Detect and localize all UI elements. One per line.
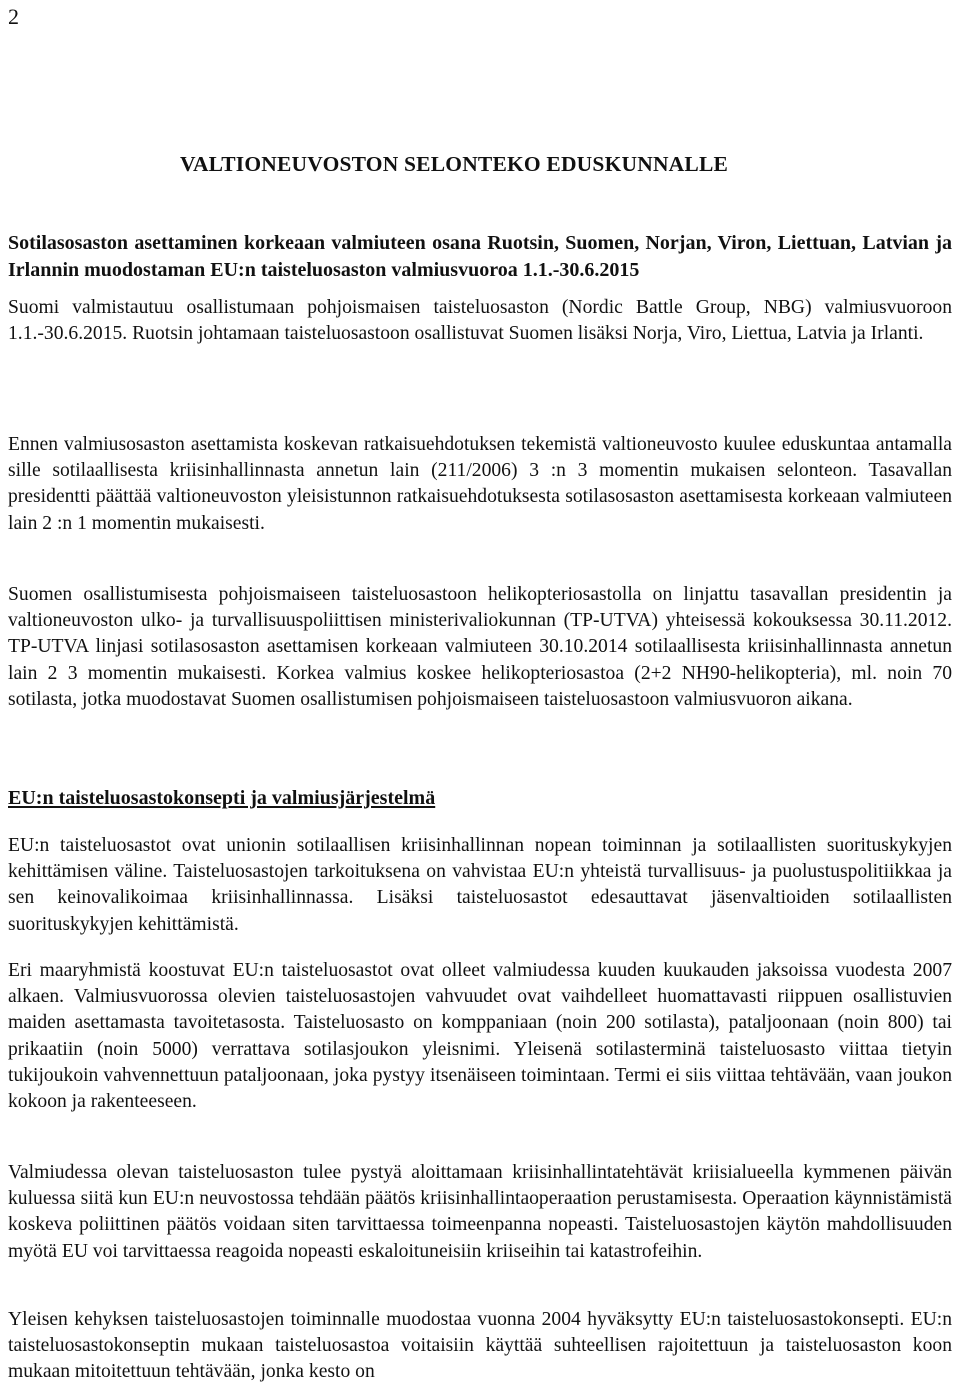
paragraph-hearing: Ennen valmiusosaston asettamista koskevan ratkaisuehdotuksen tekemistä valtioneuvosto kuulee eduskuntaa antamalla sille sotilaallisesta kriisinhallinnasta annetun lain (211/2006) 3 :n 3 momentin mukaisen selonteon. Tasavallan presidentti päättää valtioneuvoston yleisistunnon ratkaisuehdotuksesta sotilasosaston asettamisesta korkeaan valmiuteen lain 2 :n 1 momentin mukaisesti.: [8, 434, 952, 534]
paragraph-battlegroup-concept: Yleisen kehyksen taisteluosastojen toiminnalle muodostaa vuonna 2004 hyväksytty EU:n taisteluosastokonsepti. EU:n taisteluosastokonseptin mukaan taisteluosastoa voitaisiin käyttää suhteellisen rajoitettuun ja taisteluosaston koon mukaan mitoitettuun tehtävään, jonka kesto on: [8, 1309, 952, 1383]
section-heading: EU:n taisteluosastokonsepti ja valmiusjärjestelmä: [8, 787, 436, 809]
page-number: 2: [8, 4, 19, 29]
paragraph-battlegroup-history: Eri maaryhmistä koostuvat EU:n taisteluosastot ovat olleet valmiudessa kuuden kuukauden jaksoissa vuodesta 2007 alkaen. Valmiusvuorossa olevien taisteluosastojen vahvuudet ovat vaihdelleet huomattavasti riippuen osallistuvien maiden asettamasta tavoitetasosta. Taisteluosasto on komppaniaan (noin 200 sotilasta), pataljoonaan (noin 800) tai prikaatiin (noin 5000) verrattava sotilasjoukon yleisnimi. Yleisenä sotilasterminä taisteluosasto viittaa tietyin tukijoukoin vahvennettuun pataljoonaan, joka pystyy itsenäiseen toimintaan. Termi ei siis viittaa tehtävään, vaan joukon kokoon ja rakenteeseen.: [8, 960, 952, 1113]
paragraph-battlegroup-readiness: Valmiudessa olevan taisteluosaston tulee pystyä aloittamaan kriisinhallintatehtävät kriisialueella kymmenen päivän kuluessa siitä kun EU:n neuvostossa tehdään päätös kriisinhallintaoperaation perustamisesta. Operaation käynnistämistä koskeva poliittinen päätös voidaan siten tarvittaessa toimeenpanna nopeasti. Taisteluosastojen käytön mahdollisuuden myötä EU voi tarvittaessa reagoida nopeasti eskaloituneisiin kriiseihin tai katastrofeihin.: [8, 1162, 952, 1262]
document-title: VALTIONEUVOSTON SELONTEKO EDUSKUNNALLE: [180, 152, 729, 176]
paragraph-intro: Suomi valmistautuu osallistumaan pohjoismaisen taisteluosaston (Nordic Battle Group, NBG) valmiusvuoroon 1.1.-30.6.2015. Ruotsin johtamaan taisteluosastoon osallistuvat Suomen lisäksi Norja, Viro, Liettua, Latvia ja Irlanti.: [8, 297, 952, 345]
paragraph-participation: Suomen osallistumisesta pohjoismaiseen taisteluosastoon helikopteriosastolla on linjattu tasavallan presidentin ja valtioneuvoston ulko- ja turvallisuuspoliittisen ministerivaliokunnan (TP-UTVA) yhteisessä kokouksessa 30.11.2012. TP-UTVA linjasi sotilasosaston asettamisen korkeaan valmiuteen 30.10.2014 sotilaallisesta kriisinhallinnasta annetun lain 2 3 momentin mukaisesti. Korkea valmius koskee helikopteriosastoa (2+2 NH90-helikopteria), ml. noin 70 sotilasta, jotka muodostavat Suomen osallistumisen pohjoismaiseen taisteluosastoon valmiusvuoron aikana.: [8, 584, 952, 710]
paragraph-battlegroup-purpose: EU:n taisteluosastot ovat unionin sotilaallisen kriisinhallinnan nopean toiminnan ja sotilaallisten suorituskykyjen kehittämisen väline. Taisteluosastojen tarkoituksena on vahvistaa EU:n yhteistä turvallisuus- ja puolustuspolitiikkaa ja sen keinovalikoimaa kriisinhallinnassa. Lisäksi taisteluosastot edesauttavat jäsenvaltioiden sotilaallisten suorituskykyjen kehittämistä.: [8, 835, 952, 935]
document-subtitle: Sotilasosaston asettaminen korkeaan valmiuteen osana Ruotsin, Suomen, Norjan, Viron, Liettuan, Latvian ja Irlannin muodostaman EU:n taisteluosaston valmiusvuoroa 1.1.-30.6.2015: [8, 232, 952, 281]
